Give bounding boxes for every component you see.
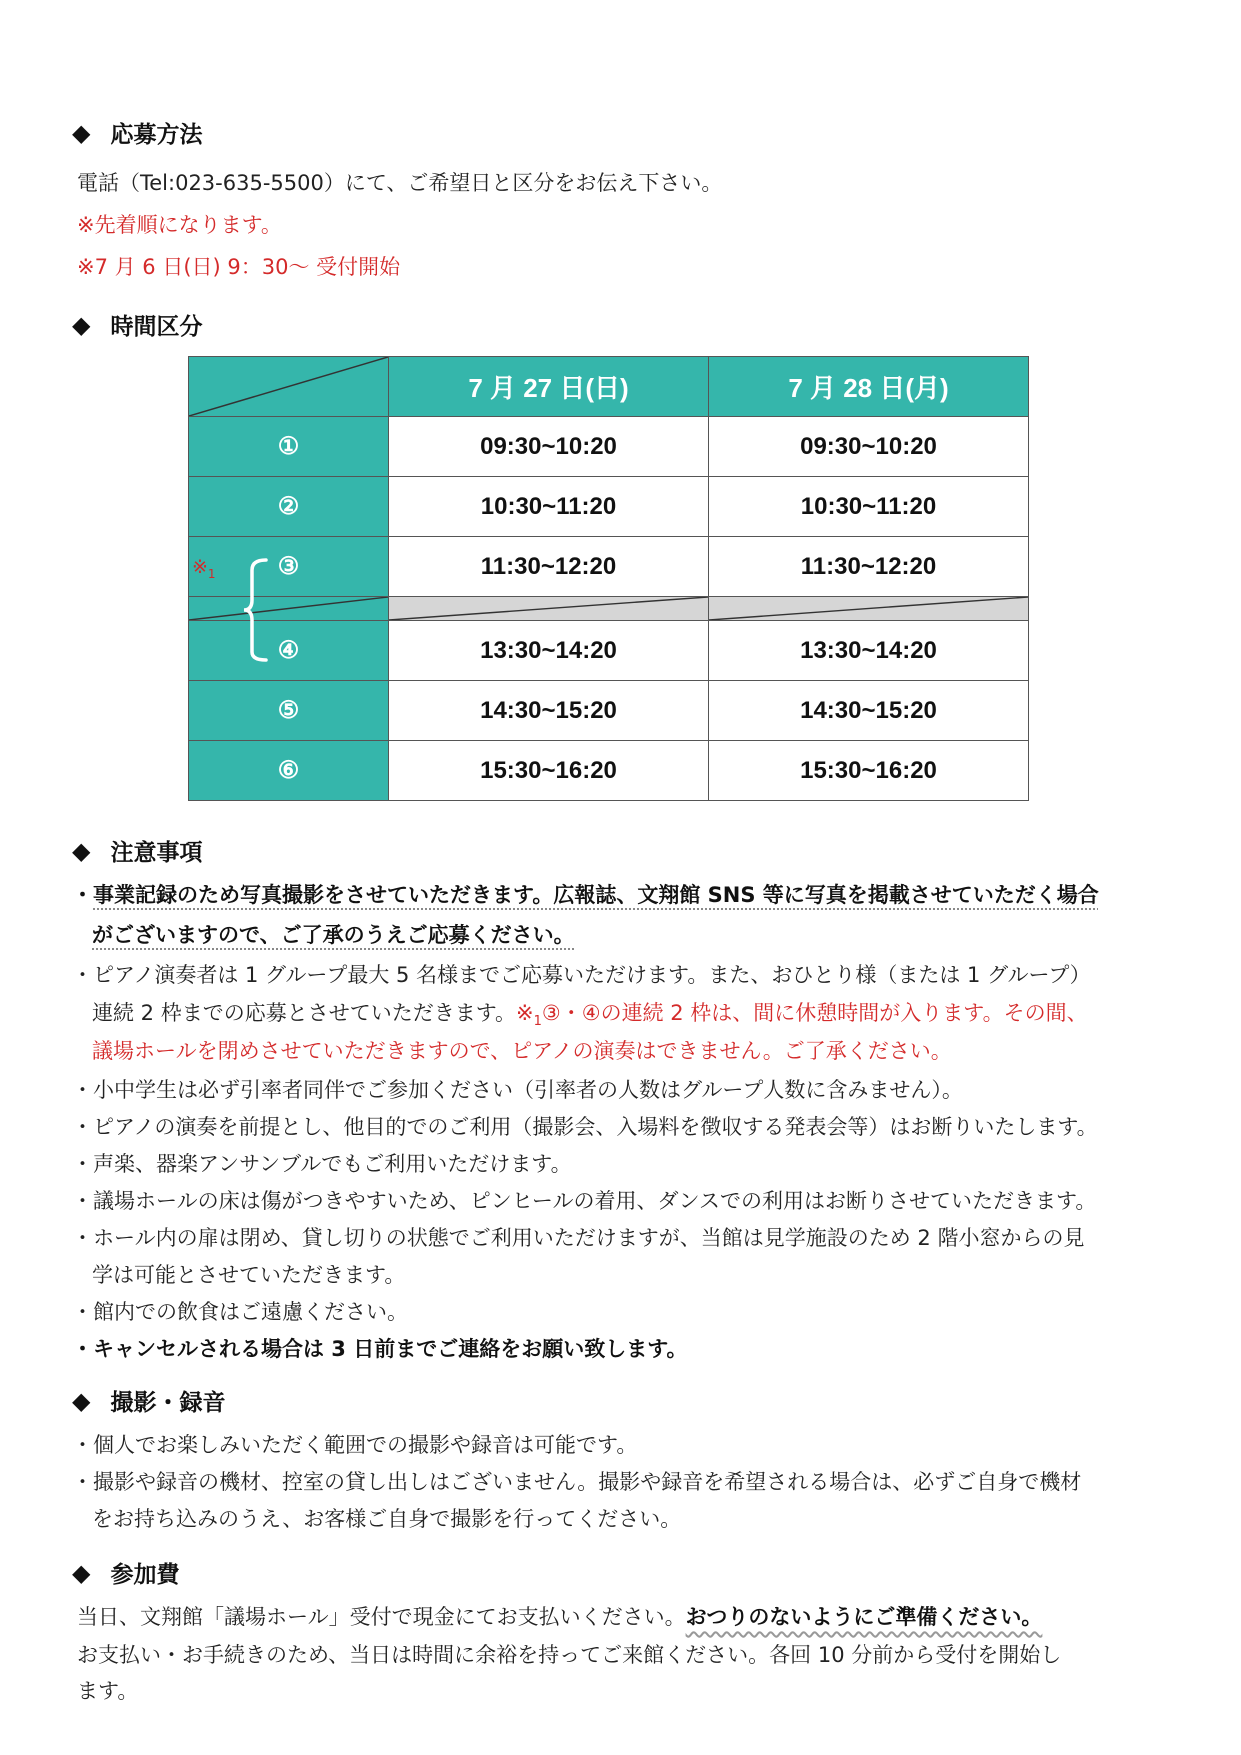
diamond-bullet-icon: ◆ xyxy=(72,836,91,865)
slot-label: ④ xyxy=(189,621,389,681)
bullet: ・ xyxy=(72,1226,93,1250)
note-item-piano xyxy=(72,960,1091,990)
table-row xyxy=(189,477,1029,537)
slot-time-day1: 09:30~10:20 xyxy=(389,417,709,477)
slot-time-day2: 15:30~16:20 xyxy=(709,741,1029,801)
bullet: ・ xyxy=(72,1300,93,1324)
break-cell-day1 xyxy=(389,597,709,621)
table-header-row xyxy=(189,357,1029,417)
bullet: ・ xyxy=(72,1115,93,1139)
break-row xyxy=(189,597,1029,621)
recording-equipment-line1: 撮影や録音の機材、控室の貸し出しはございません。撮影や録音を希望される場合は、必ずご自身で機材 xyxy=(93,1470,1082,1494)
recording-personal-text: 個人でお楽しみいただく範囲での撮影や録音は可能です。 xyxy=(93,1433,638,1457)
heading-fee xyxy=(72,1556,179,1589)
note-item-photo xyxy=(72,880,1099,910)
note-door-line1: ホール内の扉は閉め、貸し切りの状態でご利用いただけますが、当館は見学施設のため 2 階小窓からの見 xyxy=(93,1226,1085,1250)
note-item-piano-cont xyxy=(92,998,1088,1037)
slot-time-day1: 11:30~12:20 xyxy=(389,537,709,597)
slot-time-day2: 11:30~12:20 xyxy=(709,537,1029,597)
slot-time-day2: 13:30~14:20 xyxy=(709,621,1029,681)
bullet: ・ xyxy=(72,1337,93,1361)
slot-time-day1: 15:30~16:20 xyxy=(389,741,709,801)
note-item-door-cont: 学は可能とさせていただきます。 xyxy=(92,1263,406,1287)
bullet: ・ xyxy=(72,1078,93,1102)
diamond-bullet-icon: ◆ xyxy=(72,1558,91,1587)
table-row xyxy=(189,417,1029,477)
slot-time-day1: 14:30~15:20 xyxy=(389,681,709,741)
application-body: 電話（Tel:023-635-5500）にて、ご希望日と区分をお伝え下さい。 xyxy=(77,171,723,195)
bullet: ・ xyxy=(72,1189,93,1213)
note-piano-line2: 連続 2 枠までの応募とさせていただきます。 xyxy=(92,1001,517,1025)
bracket-mark-text: ※ xyxy=(192,556,208,578)
slot-time-day2: 10:30~11:20 xyxy=(709,477,1029,537)
bullet: ・ xyxy=(72,963,93,987)
heading-notes-text: 注意事項 xyxy=(110,840,203,866)
table-row xyxy=(189,621,1029,681)
note-purpose-text: ピアノの演奏を前提とし、他目的でのご利用（撮影会、入場料を徴収する発表会等）はお断りいたします。 xyxy=(93,1115,1098,1139)
fee-change-warning: おつりのないようにご準備ください。 xyxy=(685,1605,1043,1629)
note-piano-line1: ピアノ演奏者は 1 グループ最大 5 名様までご応募いただけます。また、おひとり様（または 1 グループ） xyxy=(93,963,1091,987)
note-item-photo-cont xyxy=(92,920,575,950)
fee-payment-text: 当日、文翔館「議場ホール」受付で現金にてお支払いください。 xyxy=(77,1605,686,1629)
note-item-purpose xyxy=(72,1112,1098,1142)
fee-line3: ます。 xyxy=(77,1679,139,1703)
recording-item-personal xyxy=(72,1430,637,1460)
note-food-text: 館内での飲食はご遠慮ください。 xyxy=(93,1300,408,1324)
note-cancel-text: キャンセルされる場合は 3 日前までご連絡をお願い致します。 xyxy=(93,1337,688,1361)
slot-label: ⑥ xyxy=(189,741,389,801)
slot-label: ⑤ xyxy=(189,681,389,741)
note-piano-remark xyxy=(516,1001,1088,1030)
bullet: ・ xyxy=(72,1152,93,1176)
diamond-bullet-icon: ◆ xyxy=(72,118,91,147)
slot-label: ③ xyxy=(189,537,389,597)
remark-text: ③・④の連続 2 枠は、間に休憩時間が入ります。その間、 xyxy=(541,1001,1088,1025)
slot-label: ① xyxy=(189,417,389,477)
slot-time-day1: 13:30~14:20 xyxy=(389,621,709,681)
note-item-piano-cont2: 議場ホールを閉めさせていただきますので、ピアノの演奏はできません。ご了承ください。 xyxy=(92,1039,952,1063)
fee-line1 xyxy=(77,1602,1042,1632)
heading-time-slots xyxy=(72,308,202,341)
heading-application-text: 応募方法 xyxy=(110,122,203,148)
bracket-icon xyxy=(236,556,272,664)
slot-time-day2: 09:30~10:20 xyxy=(709,417,1029,477)
note-item-door xyxy=(72,1223,1084,1253)
remark-sub: 1 xyxy=(533,1014,542,1030)
heading-application xyxy=(72,116,202,149)
slot-label: ② xyxy=(189,477,389,537)
bullet: ・ xyxy=(72,1433,93,1457)
application-note-start: ※7 月 6 日(日) 9：30～ 受付開始 xyxy=(77,255,401,279)
heading-fee-text: 参加費 xyxy=(110,1562,180,1588)
table-row xyxy=(189,681,1029,741)
note-floor-text: 議場ホールの床は傷がつきやすいため、ピンヒールの着用、ダンスでの利用はお断りさせていただきます。 xyxy=(93,1189,1097,1213)
heading-recording-text: 撮影・録音 xyxy=(110,1390,226,1416)
note-item-children xyxy=(72,1075,963,1105)
heading-time-slots-text: 時間区分 xyxy=(110,314,203,340)
schedule-table xyxy=(188,356,1029,801)
table-row xyxy=(189,741,1029,801)
recording-item-equipment xyxy=(72,1467,1081,1497)
diamond-bullet-icon: ◆ xyxy=(72,1386,91,1415)
column-header-day2: 7 月 28 日(月) xyxy=(709,357,1029,417)
note-children-text: 小中学生は必ず引率者同伴でご参加ください（引率者の人数はグループ人数に含みません）。 xyxy=(93,1078,963,1102)
table-row xyxy=(189,537,1029,597)
recording-item-equipment-cont: をお持ち込みのうえ、お客様ご自身で撮影を行ってください。 xyxy=(92,1507,682,1531)
table-corner-cell xyxy=(189,357,389,417)
diamond-bullet-icon: ◆ xyxy=(72,310,91,339)
break-cell-slot xyxy=(189,597,389,621)
column-header-day1: 7 月 27 日(日) xyxy=(389,357,709,417)
note-ensemble-text: 声楽、器楽アンサンブルでもご利用いただけます。 xyxy=(93,1152,572,1176)
slot-time-day1: 10:30~11:20 xyxy=(389,477,709,537)
application-note-first-come: ※先着順になります。 xyxy=(77,213,282,237)
note-photo-line2: がございますので、ご了承のうえご応募ください。 xyxy=(92,923,575,947)
note-item-floor xyxy=(72,1186,1096,1216)
bullet: ・ xyxy=(72,883,93,907)
bracket-note-mark xyxy=(192,556,216,581)
remark-mark: ※ xyxy=(516,1001,534,1025)
note-item-ensemble xyxy=(72,1149,572,1179)
bullet: ・ xyxy=(72,1470,93,1494)
note-item-food xyxy=(72,1297,408,1327)
heading-recording xyxy=(72,1384,225,1417)
heading-notes xyxy=(72,834,202,867)
fee-line2: お支払い・お手続きのため、当日は時間に余裕を持ってご来館ください。各回 10 分前から受付を開始し xyxy=(77,1643,1062,1667)
bracket-mark-sub: 1 xyxy=(207,566,216,581)
slot-time-day2: 14:30~15:20 xyxy=(709,681,1029,741)
break-cell-day2 xyxy=(709,597,1029,621)
note-item-cancel xyxy=(72,1334,688,1364)
note-photo-line1: 事業記録のため写真撮影をさせていただきます。広報誌、文翔館 SNS 等に写真を掲載させていただく場合 xyxy=(93,883,1099,907)
